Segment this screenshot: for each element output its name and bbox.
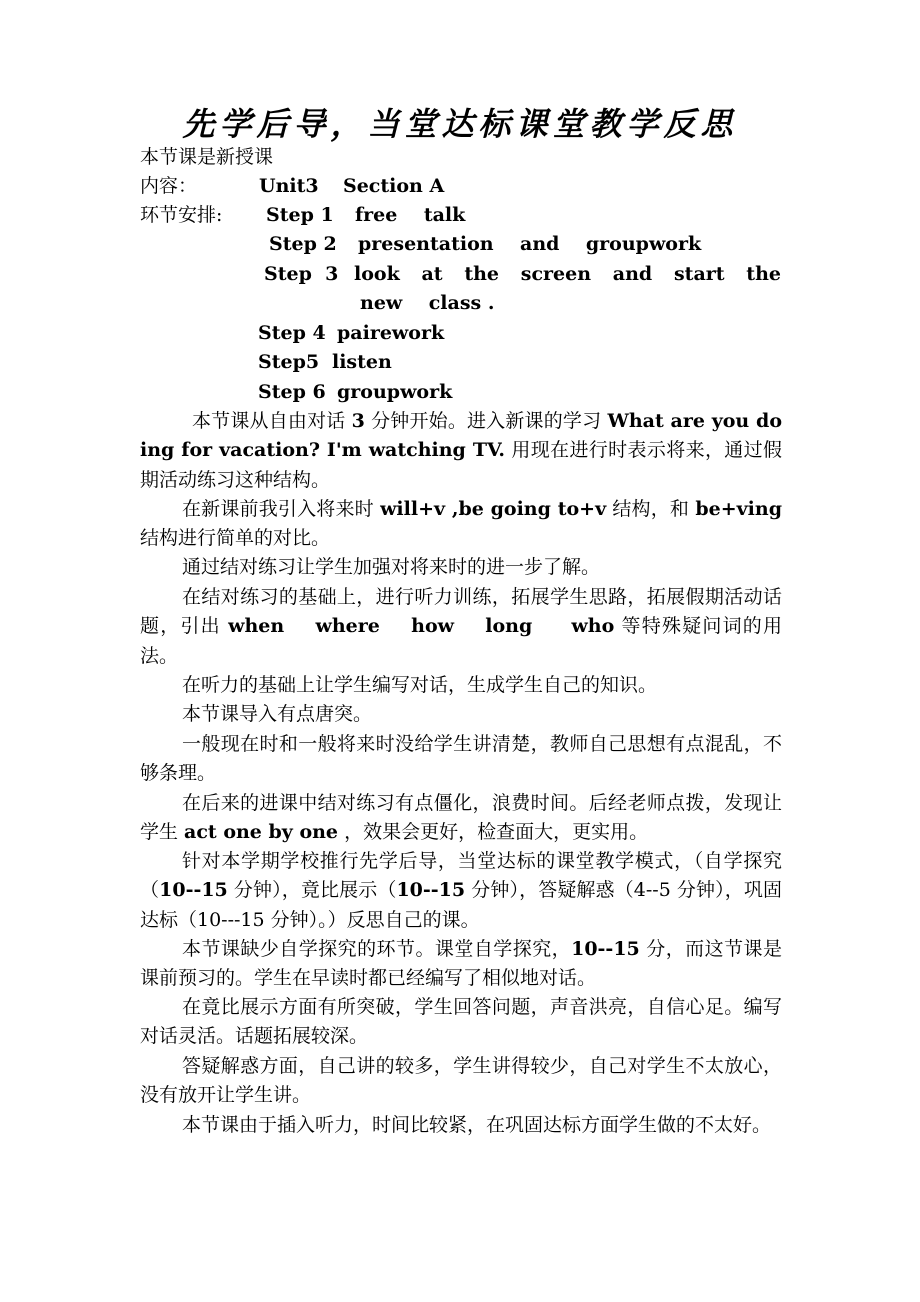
paragraph-8: 在后来的进课中结对练习有点僵化，浪费时间。后经老师点拨，发现让学生 act one by one ，效果会更好，检查面大，更实用。	[140, 792, 782, 844]
step-3-continuation: new class .	[360, 292, 495, 314]
page-title: 先学后导，当堂达标课堂教学反思	[182, 105, 738, 143]
step-3-text	[354, 260, 781, 289]
step-5-num: Step5	[258, 351, 320, 373]
step-2-num: Step 2	[269, 233, 337, 255]
step-3-word: the	[464, 263, 500, 285]
step-4-text: pairework	[337, 322, 445, 344]
step-2-text: presentation and groupwork	[358, 233, 702, 255]
paragraph-12: 答疑解惑方面，自己讲的较多，学生讲得较少，自己对学生不太放心，没有放开让学生讲。	[140, 1055, 782, 1107]
step-1-text: free talk	[355, 204, 466, 226]
step-4-num: Step 4	[258, 322, 326, 344]
content-unit: Unit3	[259, 175, 319, 197]
step-6-num: Step 6	[258, 381, 326, 403]
steps-label: 环节安排:	[140, 204, 223, 226]
paragraph-2: 在新课前我引入将来时 will+v ,be going to+v 结构，和 be+ving 结构进行简单的对比。	[140, 498, 782, 550]
paragraph-6: 本节课导入有点唐突。	[182, 703, 373, 725]
paragraph-3: 通过结对练习让学生加强对将来时的进一步了解。	[182, 556, 601, 578]
step-6-text: groupwork	[337, 381, 453, 403]
paragraph-11: 在竟比展示方面有所突破，学生回答问题，声音洪亮，自信心足。编写对话灵活。话题拓展较深。	[140, 996, 782, 1048]
content-label: 内容：	[140, 175, 198, 197]
step-3-word: and	[612, 263, 653, 285]
paragraph-1: 本节课从自由对话 3 分钟开始。进入新课的学习 What are you doing for vacation? I'm watching TV. 用现在进行时表示将来，通过假期活动练习这种结构。	[140, 410, 783, 491]
intro-line: 本节课是新授课	[140, 146, 274, 168]
paragraph-9: 针对本学期学校推行先学后导，当堂达标的课堂教学模式，（自学探究（10--15 分钟），竟比展示（10--15 分钟），答疑解惑（4--5 分钟），巩固达标（10---15 分钟）。）反思自己的课。	[140, 850, 782, 931]
paragraph-4: 在结对练习的基础上，进行听力训练，拓展学生思路，拓展假期活动话题，引出 when where how long who 等特殊疑问词的用法。	[140, 586, 782, 667]
paragraph-10: 本节课缺少自学探究的环节。课堂自学探究，10--15 分，而这节课是课前预习的。学生在早读时都已经编写了相似地对话。	[140, 938, 782, 990]
paragraph-7: 一般现在时和一般将来时没给学生讲清楚，教师自己思想有点混乱，不够条理。	[140, 733, 782, 785]
step-3-word: the	[746, 263, 781, 285]
paragraph-13: 本节课由于插入听力，时间比较紧，在巩固达标方面学生做的不太好。	[182, 1114, 772, 1136]
step-3-word: at	[421, 263, 443, 285]
step-3-word: screen	[520, 263, 592, 285]
step-3-word: look	[354, 263, 400, 285]
content-section: Section A	[343, 175, 445, 197]
paragraph-5: 在听力的基础上让学生编写对话，生成学生自己的知识。	[182, 674, 658, 696]
step-3-word: start	[673, 263, 725, 285]
step-3-num: Step 3	[264, 263, 339, 285]
step-5-text: listen	[332, 351, 392, 373]
step-1-num: Step 1	[266, 204, 334, 226]
